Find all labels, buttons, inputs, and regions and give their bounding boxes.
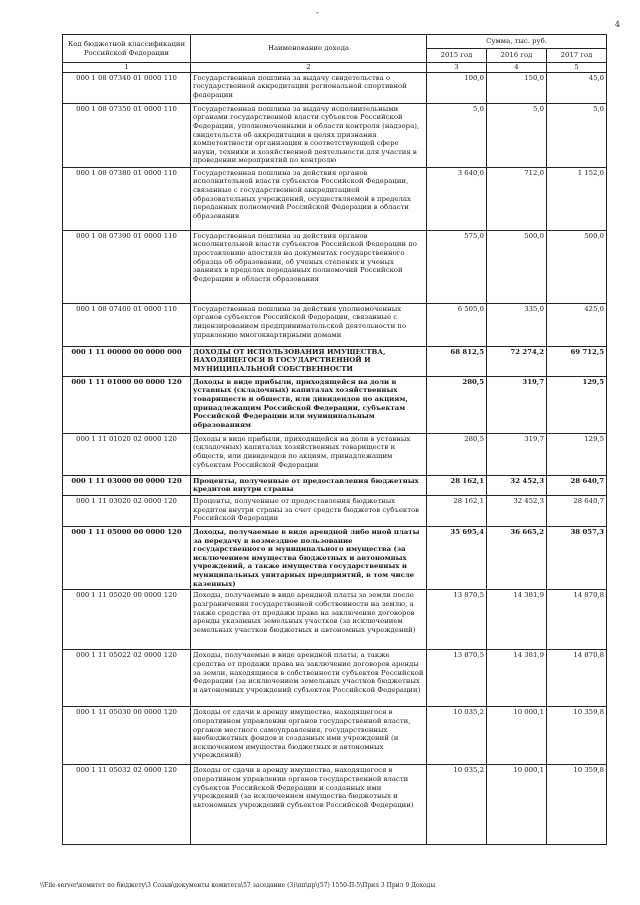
row-name: Государственная пошлина за действия уполномоченных органов субъектов Российской Федерации, связанные с лицензированием предпринимательской деятельности по управлению многоквартирными домами xyxy=(191,303,427,346)
top-mark: - xyxy=(316,8,319,17)
row-value-2016: 32 452,3 xyxy=(487,495,547,526)
header-year-2015: 2015 год xyxy=(427,49,487,63)
row-code: 000 1 08 07400 01 0000 110 xyxy=(63,303,191,346)
row-value-2016: 712,0 xyxy=(487,167,547,230)
table-row xyxy=(63,376,607,433)
row-code: 000 1 11 00000 00 0000 000 xyxy=(63,346,191,376)
row-value-2016: 14 381,9 xyxy=(487,590,547,650)
row-value-2015: 575,0 xyxy=(427,230,487,303)
row-name: Государственная пошлина за действия органов исполнительной власти субъектов Российской Федерации по проставлению апостиля на документах государственного образца об образовании, об ученых степенях и ученых званиях в пределах переданных полномочий Российской Федерации в области образования xyxy=(191,230,427,303)
row-value-2017: 45,0 xyxy=(547,72,607,103)
table-row xyxy=(63,72,607,103)
row-value-2015: 280,5 xyxy=(427,376,487,433)
row-code: 000 1 11 05032 02 0000 120 xyxy=(63,765,191,845)
row-value-2017: 129,5 xyxy=(547,433,607,475)
row-value-2015: 13 870,5 xyxy=(427,590,487,650)
row-name: Доходы в виде прибыли, приходящейся на доли в уставных (складочных) капиталах хозяйственных товариществ и обществ, или дивидендов по акциям, принадлежащим субъектам Российской Федерации xyxy=(191,433,427,475)
row-name: Проценты, полученные от предоставления бюджетных кредитов внутри страны за счет средств бюджетов субъектов Российской Федерации xyxy=(191,495,427,526)
row-value-2017: 1 152,0 xyxy=(547,167,607,230)
row-value-2016: 335,0 xyxy=(487,303,547,346)
table-row xyxy=(63,475,607,495)
table-row xyxy=(63,167,607,230)
table-row xyxy=(63,650,607,707)
header-year-2017: 2017 год xyxy=(547,49,607,63)
row-value-2015: 280,5 xyxy=(427,433,487,475)
table-body xyxy=(63,72,607,845)
row-name: Государственная пошлина за выдачу свидетельства о государственной аккредитации региональной спортивной федерации xyxy=(191,72,427,103)
row-code: 000 1 08 07380 01 0000 110 xyxy=(63,167,191,230)
row-name: Доходы, получаемые в виде арендной платы за земли после разграничения государственной собственности на землю, а также средства от продажи права на заключение договоров аренды указанных земельных участков (за исключением земельных участков бюджетных и автономных учреждений) xyxy=(191,590,427,650)
table-row xyxy=(63,433,607,475)
row-value-2015: 28 162,1 xyxy=(427,495,487,526)
row-value-2017: 500,0 xyxy=(547,230,607,303)
row-value-2015: 6 505,0 xyxy=(427,303,487,346)
row-value-2016: 14 381,9 xyxy=(487,650,547,707)
row-value-2015: 13 870,5 xyxy=(427,650,487,707)
row-value-2015: 35 695,4 xyxy=(427,526,487,589)
row-value-2016: 319,7 xyxy=(487,433,547,475)
row-value-2015: 28 162,1 xyxy=(427,475,487,495)
table-row xyxy=(63,495,607,526)
row-code: 000 1 11 03020 02 0000 120 xyxy=(63,495,191,526)
row-value-2015: 68 812,5 xyxy=(427,346,487,376)
row-value-2016: 32 452,3 xyxy=(487,475,547,495)
row-value-2017: 14 870,8 xyxy=(547,650,607,707)
table-row xyxy=(63,765,607,845)
row-value-2016: 10 000,1 xyxy=(487,707,547,765)
column-number: 1 xyxy=(63,63,191,73)
row-name: Доходы в виде прибыли, приходящейся на доли в уставных (складочных) капиталах хозяйственных товариществ и обществ, или дивидендов по акциям, принадлежащим Российской Федерации, субъектам Российской Федерации или муниципальным образованиям xyxy=(191,376,427,433)
page-number: 4 xyxy=(614,20,620,29)
table-row xyxy=(63,707,607,765)
column-number: 4 xyxy=(487,63,547,73)
row-value-2015: 5,0 xyxy=(427,103,487,167)
row-value-2016: 150,0 xyxy=(487,72,547,103)
row-code: 000 1 08 07390 01 0000 110 xyxy=(63,230,191,303)
row-value-2015: 3 640,0 xyxy=(427,167,487,230)
row-code: 000 1 11 01000 00 0000 120 xyxy=(63,376,191,433)
table-row xyxy=(63,590,607,650)
table-row xyxy=(63,346,607,376)
row-value-2017: 425,0 xyxy=(547,303,607,346)
row-value-2017: 38 057,3 xyxy=(547,526,607,589)
row-code: 000 1 11 05000 00 0000 120 xyxy=(63,526,191,589)
row-name: Государственная пошлина за действия органов исполнительной власти субъектов Российской Федерации, связанные с государственной аккредитацией образовательных учреждений, осуществляемой в пределах переданных полномочий Российской Федерации в области образования xyxy=(191,167,427,230)
row-name: ДОХОДЫ ОТ ИСПОЛЬЗОВАНИЯ ИМУЩЕСТВА, НАХОДЯЩЕГОСЯ В ГОСУДАРСТВЕННОЙ И МУНИЦИПАЛЬНОЙ СОБСТВЕННОСТИ xyxy=(191,346,427,376)
row-code: 000 1 11 05020 00 0000 120 xyxy=(63,590,191,650)
row-value-2016: 319,7 xyxy=(487,376,547,433)
table-row xyxy=(63,103,607,167)
table-row xyxy=(63,230,607,303)
row-value-2016: 72 274,2 xyxy=(487,346,547,376)
row-name: Доходы, получаемые в виде арендной либо иной платы за передачу в возмездное пользование государственного и муниципального имущества (за исключением имущества бюджетных и автономных учреждений, а также имущества государственных и муниципальных унитарных предприятий, в том числе казенных) xyxy=(191,526,427,589)
row-name: Доходы, получаемые в виде арендной платы, а также средства от продажи права на заключение договоров аренды за земли, находящиеся в собственности субъектов Российской Федерации (за исключением земельных участков бюджетных и автономных учреждений субъектов Российской Федерации) xyxy=(191,650,427,707)
header-sum: Сумма, тыс. руб. xyxy=(427,35,607,49)
row-value-2016: 36 665,2 xyxy=(487,526,547,589)
file-path-footer: \\File-server\комитет по бюджету\3 Созыв\документы комитета\57 заседание (3)\пп\пр\(57) 1550-П-5\Прил 3 Прил 9 Доходы xyxy=(40,882,436,889)
row-name: Доходы от сдачи в аренду имущества, находящегося в оперативном управлении органов государственной власти субъектов Российской Федерации и созданных ими учреждений (за исключением имущества бюджетных и автономных учреждений субъектов Российской Федерации) xyxy=(191,765,427,845)
row-name: Проценты, полученные от предоставления бюджетных кредитов внутри страны xyxy=(191,475,427,495)
row-value-2017: 10 359,8 xyxy=(547,707,607,765)
row-value-2017: 69 712,5 xyxy=(547,346,607,376)
table-row xyxy=(63,303,607,346)
row-value-2017: 5,0 xyxy=(547,103,607,167)
column-number: 5 xyxy=(547,63,607,73)
row-value-2016: 10 000,1 xyxy=(487,765,547,845)
row-value-2017: 28 640,7 xyxy=(547,475,607,495)
row-name: Доходы от сдачи в аренду имущества, находящегося в оперативном управлении органов государственной власти, органов местного самоуправления, государственных внебюджетных фондов и созданных ими учреждений (и исключением имущества бюджетных и автономных учреждений) xyxy=(191,707,427,765)
row-name: Государственная пошлина за выдачу исполнительными органами государственной власти субъектов Российской Федерации, уполномоченными в области контроля (надзора), свидетельств об аккредитации в целях признания компетентности организации в соответствующей сфере науки, техники и хозяйственной деятельности для участия в проведении мероприятий по контролю xyxy=(191,103,427,167)
row-code: 000 1 11 01020 02 0000 120 xyxy=(63,433,191,475)
header-name: Наименование дохода xyxy=(191,35,427,63)
row-value-2017: 129,5 xyxy=(547,376,607,433)
row-code: 000 1 11 03000 00 0000 120 xyxy=(63,475,191,495)
header-year-2016: 2016 год xyxy=(487,49,547,63)
row-value-2016: 5,0 xyxy=(487,103,547,167)
row-value-2017: 10 359,8 xyxy=(547,765,607,845)
row-value-2017: 14 870,8 xyxy=(547,590,607,650)
row-value-2017: 28 640,7 xyxy=(547,495,607,526)
row-value-2015: 10 035,2 xyxy=(427,765,487,845)
row-value-2015: 10 035,2 xyxy=(427,707,487,765)
row-code: 000 1 08 07350 01 0000 110 xyxy=(63,103,191,167)
header-code: Код бюджетной классификации Российской Федерации xyxy=(63,35,191,63)
column-number: 2 xyxy=(191,63,427,73)
row-value-2016: 500,0 xyxy=(487,230,547,303)
row-code: 000 1 11 05030 00 0000 120 xyxy=(63,707,191,765)
budget-income-table xyxy=(62,34,607,845)
row-value-2015: 100,0 xyxy=(427,72,487,103)
column-number: 3 xyxy=(427,63,487,73)
row-code: 000 1 08 07340 01 0000 110 xyxy=(63,72,191,103)
table-row xyxy=(63,526,607,589)
row-code: 000 1 11 05022 02 0000 120 xyxy=(63,650,191,707)
